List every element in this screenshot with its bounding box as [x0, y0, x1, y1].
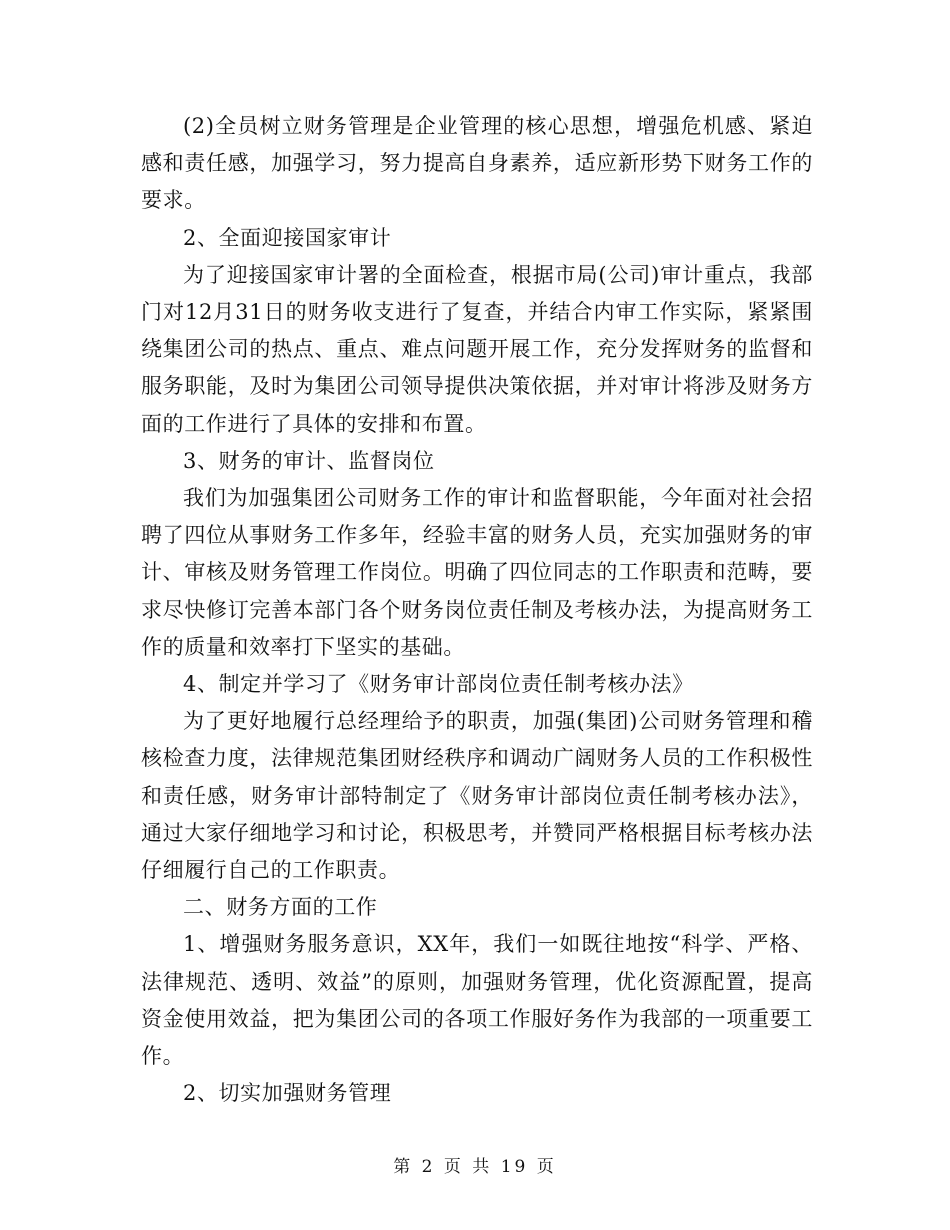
heading-assessment-method: 4、制定并学习了《财务审计部岗位责任制考核办法》: [183, 672, 694, 697]
paragraph-5: 1、增强财务服务意识，XX年，我们一如既往地按“科学、严格、法律规范、透明、效益”的原则，加强财务管理，优化资源配置，提高资金使用效益，把为集团公司的各项工作服好务作为我部的一项重要工作。: [141, 932, 813, 1069]
paragraph-1: (2)全员树立财务管理是企业管理的核心思想，增强危机感、紧迫感和责任感，加强学习，努力提高自身素养，适应新形势下财务工作的要求。: [141, 114, 813, 213]
paragraph-4: 为了更好地履行总经理给予的职责，加强(集团)公司财务管理和稽核检查力度，法律规范集团财经秩序和调动广阔财务人员的工作积极性和责任感，财务审计部特制定了《财务审计部岗位责任制考核办法》，通过大家仔细地学习和讨论，积极思考，并赞同严格根据目标考核办法仔细履行自己的工作职责。: [141, 709, 813, 883]
section-heading-finance-work: 二、财务方面的工作: [183, 895, 378, 920]
paragraph-2: 为了迎接国家审计署的全面检查，根据市局(公司)审计重点，我部门对12月31日的财务收支进行了复查，并结合内审工作实际，紧紧围绕集团公司的热点、重点、难点问题开展工作，充分发挥财务的监督和服务职能，及时为集团公司领导提供决策依据，并对审计将涉及财务方面的工作进行了具体的安排和布置。: [141, 262, 813, 436]
document-body: [141, 108, 813, 1112]
paragraph-3: 我们为加强集团公司财务工作的审计和监督职能，今年面对社会招聘了四位从事财务工作多年，经验丰富的财务人员，充实加强财务的审计、审核及财务管理工作岗位。明确了四位同志的工作职责和范畴，要求尽快修订完善本部门各个财务岗位责任制及考核办法，为提高财务工作的质量和效率打下坚实的基础。: [141, 486, 813, 659]
page-number-footer: 第 2 页 共 19 页: [393, 1157, 557, 1177]
heading-audit-supervision: 3、财务的审计、监督岗位: [183, 448, 435, 473]
heading-national-audit: 2、全面迎接国家审计: [183, 225, 392, 250]
heading-strengthen-management: 2、切实加强财务管理: [183, 1081, 392, 1106]
